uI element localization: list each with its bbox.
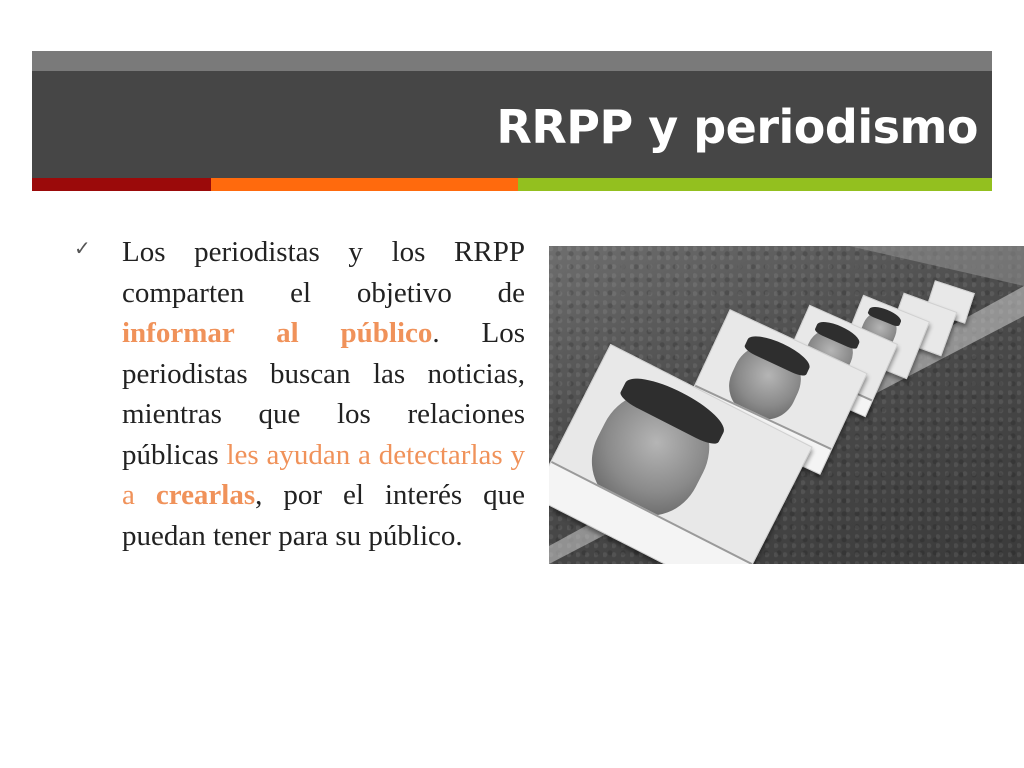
body-text-2: . Los periodistas buscan las noticias, mientras que los relaciones públicas (122, 317, 526, 471)
posters-photo (549, 246, 1024, 564)
body-paragraph (122, 232, 525, 556)
accent-bar-green (518, 178, 992, 191)
title-top-strip (32, 51, 992, 71)
title-band (32, 51, 992, 178)
body-highlight-ayudan: les ayudan a detectarlas y a (122, 438, 525, 511)
accent-bar-orange (211, 178, 518, 191)
checkmark-icon: ✓ (74, 236, 91, 260)
body-text-3: , por el interés que puedan tener para su público. (122, 479, 526, 552)
accent-bar-red (32, 178, 211, 191)
slide-title: RRPP y periodismo (496, 100, 978, 154)
body-text-1: Los periodistas y los RRPP comparten el objetivo de (122, 236, 525, 309)
body-highlight-crearlas: crearlas (155, 479, 256, 511)
body-highlight-informar: informar al público (122, 317, 433, 349)
accent-bars (32, 178, 992, 191)
